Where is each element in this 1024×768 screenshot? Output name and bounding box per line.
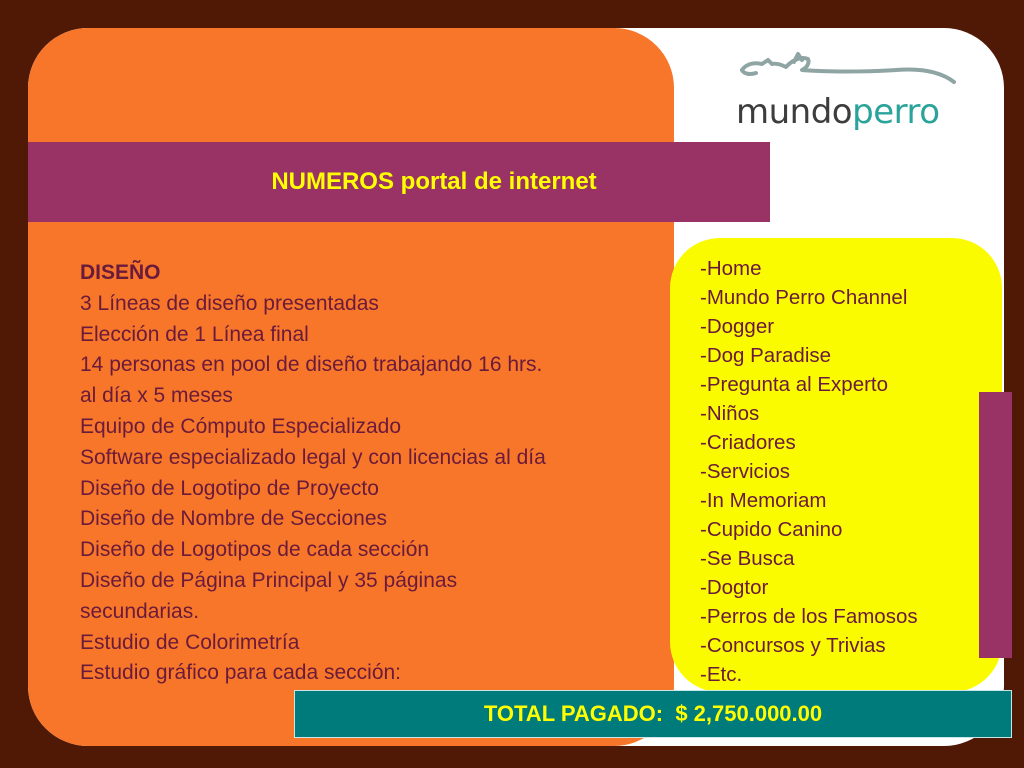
section-item: -Pregunta al Experto [700, 373, 889, 396]
design-line: secundarias. [80, 599, 200, 623]
design-line: Diseño de Logotipos de cada sección [80, 538, 430, 562]
sections-list [700, 254, 918, 689]
section-item: -Niños [700, 402, 760, 425]
design-line: 3 Líneas de diseño presentadas [80, 291, 379, 315]
design-section [80, 258, 660, 689]
section-item: -Dog Paradise [700, 344, 832, 367]
logo-wordmark [736, 92, 940, 132]
mundoperro-logo [736, 50, 961, 132]
section-item: -Cupido Canino [700, 518, 843, 541]
section-item: -Etc. [700, 663, 743, 686]
section-item: -Concursos y Trivias [700, 634, 886, 657]
title-bar [28, 142, 770, 222]
section-item: -Mundo Perro Channel [700, 286, 908, 309]
design-line: Estudio de Colorimetría [80, 630, 300, 654]
section-item: -Dogtor [700, 576, 769, 599]
section-item: -Se Busca [700, 547, 795, 570]
design-line: al día x 5 meses [80, 384, 233, 408]
design-line: 14 personas en pool de diseño trabajando 16 hrs. [80, 353, 543, 377]
design-line: Diseño de Logotipo de Proyecto [80, 476, 379, 500]
section-item: -Dogger [700, 315, 775, 338]
design-line: Estudio gráfico para cada sección: [80, 661, 402, 685]
section-item: -Servicios [700, 460, 790, 483]
design-line: Diseño de Página Principal y 35 páginas [80, 568, 458, 592]
section-item: -In Memoriam [700, 489, 827, 512]
design-heading: DISEÑO [80, 261, 161, 284]
dog-silhouette-icon [736, 50, 961, 96]
total-bar [294, 690, 1012, 738]
page-title: NUMEROS portal de internet [271, 168, 597, 195]
logo-word-perro: perro [852, 92, 940, 132]
section-item: -Home [700, 257, 762, 280]
design-line: Software especializado legal y con licencias al día [80, 445, 546, 469]
design-line: Elección de 1 Línea final [80, 322, 309, 346]
logo-word-mundo: mundo [736, 92, 853, 132]
total-paid-text: TOTAL PAGADO: $ 2,750.000.00 [483, 701, 823, 726]
design-line: Diseño de Nombre de Secciones [80, 507, 388, 531]
section-item: -Perros de los Famosos [700, 605, 918, 628]
side-accent-bar [979, 392, 1012, 658]
section-item: -Criadores [700, 431, 796, 454]
design-line: Equipo de Cómputo Especializado [80, 414, 402, 438]
